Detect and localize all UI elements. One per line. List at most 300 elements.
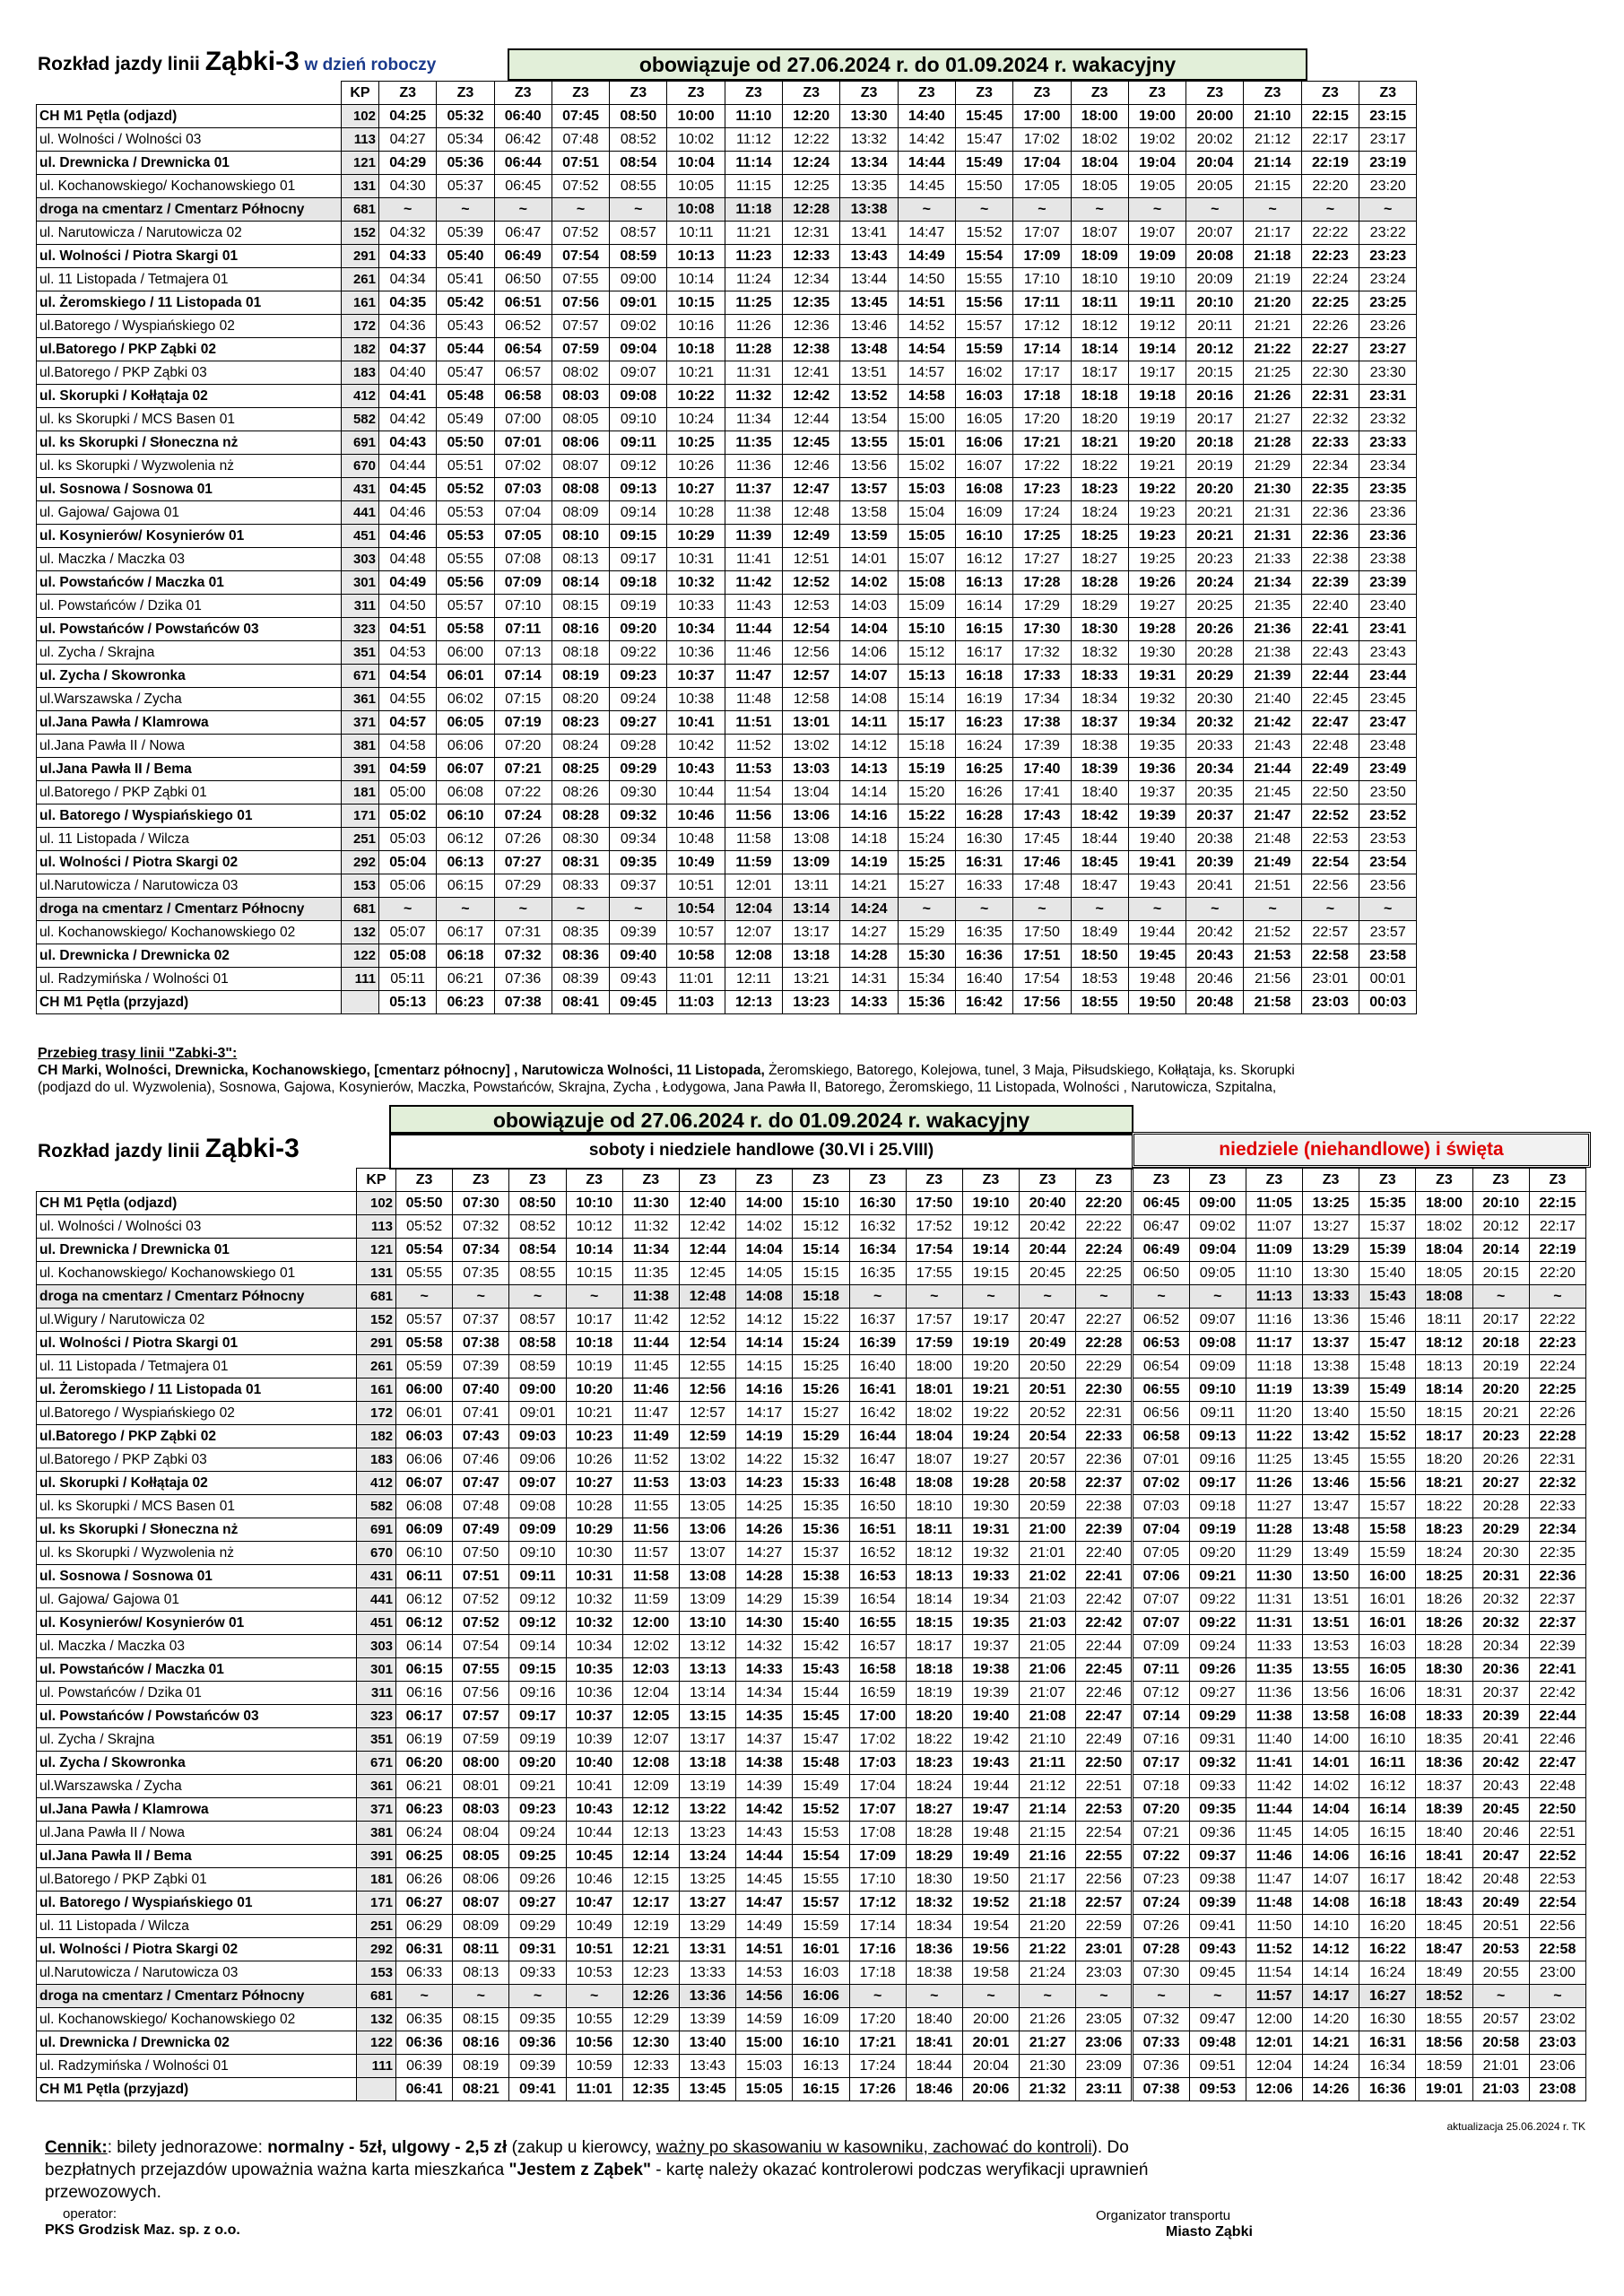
line-code-header: Z3 (509, 1169, 566, 1192)
departure-time: 11:14 (725, 152, 782, 175)
departure-time: 16:13 (793, 2055, 849, 2078)
departure-time: ~ (1128, 898, 1185, 921)
stop-name: ul. 11 Listopada / Tetmajera 01 (37, 268, 342, 291)
departure-time: 16:33 (955, 874, 1012, 898)
departure-time: 15:55 (793, 1868, 849, 1892)
stop-code: 251 (342, 828, 379, 851)
departure-time: ~ (962, 1985, 1019, 2008)
weekday-title-prefix: Rozkład jazdy linii (38, 54, 200, 74)
departure-time: 10:55 (566, 2008, 622, 2031)
departure-time: 18:12 (1416, 1332, 1472, 1355)
departure-time: 13:03 (679, 1472, 735, 1495)
departure-time: 14:07 (840, 665, 898, 688)
departure-time: 06:06 (437, 735, 494, 758)
departure-time: 22:24 (1301, 268, 1359, 291)
departure-time: 10:41 (667, 711, 725, 735)
departure-time: 11:48 (1246, 1892, 1302, 1915)
departure-time: 07:09 (1133, 1635, 1189, 1658)
departure-time: 05:11 (379, 968, 437, 991)
departure-time: 18:38 (1071, 735, 1128, 758)
departure-time: 22:55 (1076, 1845, 1133, 1868)
departure-time: 14:52 (898, 315, 955, 338)
departure-time: 18:32 (1071, 641, 1128, 665)
departure-time: 15:13 (898, 665, 955, 688)
departure-time: 16:36 (1359, 2078, 1416, 2101)
departure-time: 22:30 (1076, 1378, 1133, 1402)
departure-time: 22:22 (1301, 222, 1359, 245)
stop-code: 323 (342, 618, 379, 641)
departure-time: 23:48 (1359, 735, 1417, 758)
departure-time: 20:57 (1020, 1448, 1076, 1472)
departure-time: 20:23 (1472, 1425, 1529, 1448)
departure-time: 16:30 (849, 1192, 906, 1215)
departure-time: 23:57 (1359, 921, 1417, 944)
departure-time: 09:28 (610, 735, 667, 758)
departure-time: 15:10 (793, 1192, 849, 1215)
table-row (37, 291, 1417, 315)
departure-time: 16:54 (849, 1588, 906, 1612)
departure-time: 12:01 (725, 874, 782, 898)
departure-time: 19:38 (962, 1658, 1019, 1682)
departure-time: 07:33 (1133, 2031, 1189, 2055)
departure-time: 20:04 (962, 2055, 1019, 2078)
departure-time: 07:19 (494, 711, 551, 735)
departure-time: 09:35 (509, 2008, 566, 2031)
departure-time: 21:44 (1244, 758, 1301, 781)
departure-time: 17:12 (849, 1892, 906, 1915)
table-row (37, 408, 1417, 431)
departure-time: 15:26 (793, 1378, 849, 1402)
table-row (37, 1612, 1586, 1635)
departure-time: 12:13 (725, 991, 782, 1014)
departure-time: 23:36 (1359, 501, 1417, 525)
departure-time: 09:00 (610, 268, 667, 291)
departure-time: 07:43 (453, 1425, 509, 1448)
departure-time: 10:59 (566, 2055, 622, 2078)
departure-time: 21:12 (1020, 1775, 1076, 1798)
departure-time: 16:15 (793, 2078, 849, 2101)
departure-time: 21:30 (1244, 478, 1301, 501)
departure-time: 22:20 (1076, 1192, 1133, 1215)
departure-time: 17:56 (1013, 991, 1071, 1014)
departure-time: 09:07 (509, 1472, 566, 1495)
departure-time: 18:14 (1416, 1378, 1472, 1402)
departure-time: 20:19 (1186, 455, 1244, 478)
departure-time: 14:34 (736, 1682, 793, 1705)
stop-code: 291 (356, 1332, 395, 1355)
departure-time: 05:42 (437, 291, 494, 315)
stop-name: ul. Drewnicka / Drewnicka 02 (37, 2031, 357, 2055)
departure-time: 12:52 (679, 1309, 735, 1332)
departure-time: 20:08 (1186, 245, 1244, 268)
departure-time: 06:47 (1133, 1215, 1189, 1239)
departure-time: 13:08 (783, 828, 840, 851)
departure-time: 11:53 (622, 1472, 679, 1495)
departure-time: 16:09 (793, 2008, 849, 2031)
departure-time: 13:56 (840, 455, 898, 478)
departure-time: 06:29 (396, 1915, 453, 1938)
departure-time: 09:35 (610, 851, 667, 874)
price-text-6: przewozowych. (45, 2183, 161, 2202)
departure-time: 22:22 (1529, 1309, 1585, 1332)
departure-time: 04:58 (379, 735, 437, 758)
departure-time: 14:08 (840, 688, 898, 711)
stop-code: 261 (342, 268, 379, 291)
stop-code: 381 (342, 735, 379, 758)
departure-time: 18:49 (1416, 1961, 1472, 1985)
table-row (37, 2055, 1586, 2078)
departure-time: 14:00 (736, 1192, 793, 1215)
departure-time: 15:34 (898, 968, 955, 991)
departure-time: 18:02 (906, 1402, 962, 1425)
departure-time: 21:22 (1020, 1938, 1076, 1961)
departure-time: 15:47 (793, 1728, 849, 1752)
departure-time: 20:05 (1186, 175, 1244, 198)
departure-time: 13:12 (679, 1635, 735, 1658)
stop-code: 582 (342, 408, 379, 431)
departure-time: 08:52 (509, 1215, 566, 1239)
departure-time: 06:08 (437, 781, 494, 804)
stop-name: ul. Kochanowskiego/ Kochanowskiego 02 (37, 2008, 357, 2031)
departure-time: 21:03 (1472, 2078, 1529, 2101)
departure-time: 12:15 (622, 1868, 679, 1892)
departure-time: 13:01 (783, 711, 840, 735)
departure-time: 13:07 (679, 1542, 735, 1565)
departure-time: 09:17 (610, 548, 667, 571)
table-row (37, 525, 1417, 548)
table-row (37, 711, 1417, 735)
departure-time: 10:28 (667, 501, 725, 525)
departure-time: 15:49 (1359, 1378, 1416, 1402)
departure-time: 06:10 (396, 1542, 453, 1565)
departure-time: 23:43 (1359, 641, 1417, 665)
departure-time: 13:48 (1303, 1518, 1359, 1542)
stop-code: 691 (356, 1518, 395, 1542)
departure-time: 06:21 (396, 1775, 453, 1798)
departure-time: 07:49 (453, 1518, 509, 1542)
departure-time: 17:24 (1013, 501, 1071, 525)
table-row (37, 804, 1417, 828)
departure-time: 21:34 (1244, 571, 1301, 595)
departure-time: 06:47 (494, 222, 551, 245)
departure-time: ~ (955, 198, 1012, 222)
departure-time: 09:11 (509, 1565, 566, 1588)
departure-time: 06:07 (396, 1472, 453, 1495)
line-code-header: Z3 (725, 82, 782, 105)
departure-time: 18:15 (906, 1612, 962, 1635)
departure-time: 07:07 (1133, 1612, 1189, 1635)
departure-time: 16:02 (955, 361, 1012, 385)
departure-time: 16:15 (1359, 1822, 1416, 1845)
departure-time: 16:06 (793, 1985, 849, 2008)
departure-time: ~ (1529, 1285, 1585, 1309)
departure-time: 07:24 (494, 804, 551, 828)
departure-time: 20:55 (1472, 1961, 1529, 1985)
table-row (37, 1448, 1586, 1472)
departure-time: 04:36 (379, 315, 437, 338)
departure-time: 17:04 (1013, 152, 1071, 175)
departure-time: 16:34 (849, 1239, 906, 1262)
departure-time: 10:41 (566, 1775, 622, 1798)
departure-time: 10:05 (667, 175, 725, 198)
departure-time: 07:46 (453, 1448, 509, 1472)
departure-time: 15:59 (793, 1915, 849, 1938)
departure-time: 13:55 (840, 431, 898, 455)
departure-time: 05:59 (396, 1355, 453, 1378)
departure-time: 19:14 (1128, 338, 1185, 361)
departure-time: 06:53 (1133, 1332, 1189, 1355)
departure-time: 17:18 (1013, 385, 1071, 408)
departure-time: 07:36 (494, 968, 551, 991)
departure-time: 08:05 (453, 1845, 509, 1868)
departure-time: 22:35 (1529, 1542, 1585, 1565)
departure-time: 10:13 (667, 245, 725, 268)
departure-time: 20:48 (1472, 1868, 1529, 1892)
departure-time: 20:51 (1472, 1915, 1529, 1938)
departure-time: 15:54 (793, 1845, 849, 1868)
departure-time: 20:47 (1472, 1845, 1529, 1868)
departure-time: 15:29 (898, 921, 955, 944)
departure-time: 11:32 (622, 1215, 679, 1239)
line-code-header: Z3 (494, 82, 551, 105)
departure-time: 15:35 (1359, 1192, 1416, 1215)
departure-time: 10:27 (566, 1472, 622, 1495)
departure-time: 15:10 (898, 618, 955, 641)
departure-time: 13:25 (1303, 1192, 1359, 1215)
stop-name: ul. Zycha / Skrajna (37, 641, 342, 665)
departure-time: 20:11 (1186, 315, 1244, 338)
departure-time: 23:56 (1359, 874, 1417, 898)
departure-time: 19:22 (1128, 478, 1185, 501)
stop-name: ul.Batorego / PKP Ząbki 03 (37, 1448, 357, 1472)
departure-time: 21:10 (1244, 105, 1301, 128)
departure-time: 15:25 (898, 851, 955, 874)
departure-time: 11:53 (725, 758, 782, 781)
departure-time: ~ (1076, 1285, 1133, 1309)
departure-time: 18:14 (906, 1588, 962, 1612)
departure-time: 07:38 (1133, 2078, 1189, 2101)
departure-time: 10:04 (667, 152, 725, 175)
departure-time: 22:39 (1529, 1635, 1585, 1658)
stop-code: 132 (356, 2008, 395, 2031)
departure-time: 21:39 (1244, 665, 1301, 688)
departure-time: 12:17 (622, 1892, 679, 1915)
departure-time: 06:52 (1133, 1309, 1189, 1332)
departure-time: 21:00 (1020, 1518, 1076, 1542)
departure-time: 06:24 (396, 1822, 453, 1845)
table-row (37, 1658, 1586, 1682)
departure-time: 12:45 (679, 1262, 735, 1285)
departure-time: 18:47 (1071, 874, 1128, 898)
departure-time: 06:08 (396, 1495, 453, 1518)
departure-time: 10:14 (667, 268, 725, 291)
departure-time: 18:10 (1071, 268, 1128, 291)
line-code-header: Z3 (955, 82, 1012, 105)
departure-time: 09:10 (610, 408, 667, 431)
departure-time: ~ (379, 898, 437, 921)
departure-time: 16:06 (1359, 1682, 1416, 1705)
stop-name: ul. Gajowa/ Gajowa 01 (37, 501, 342, 525)
stop-code: 102 (342, 105, 379, 128)
stop-name: ul.Jana Pawła / Klamrowa (37, 711, 342, 735)
departure-time: 16:36 (955, 944, 1012, 968)
departure-time: 07:08 (494, 548, 551, 571)
departure-time: 06:57 (494, 361, 551, 385)
departure-time: ~ (551, 898, 609, 921)
departure-time: 16:01 (793, 1938, 849, 1961)
table-row (37, 361, 1417, 385)
departure-time: 14:02 (736, 1215, 793, 1239)
line-code-header: Z3 (1472, 1169, 1529, 1192)
departure-time: 14:39 (736, 1775, 793, 1798)
departure-time: 10:16 (667, 315, 725, 338)
departure-time: 18:49 (1071, 921, 1128, 944)
departure-time: 19:54 (962, 1915, 1019, 1938)
departure-time: 17:50 (1013, 921, 1071, 944)
stop-code: 292 (342, 851, 379, 874)
departure-time: 21:53 (1244, 944, 1301, 968)
departure-time: 09:09 (509, 1518, 566, 1542)
departure-time: 04:29 (379, 152, 437, 175)
line-code-header: Z3 (1076, 1169, 1133, 1192)
departure-time: 14:29 (736, 1588, 793, 1612)
departure-time: 09:30 (610, 781, 667, 804)
table-row (37, 665, 1417, 688)
table-row (37, 2078, 1586, 2101)
departure-time: 06:54 (1133, 1355, 1189, 1378)
price-text-2: (zakup u kierowcy, (507, 2138, 656, 2157)
departure-time: 07:56 (453, 1682, 509, 1705)
departure-time: 16:31 (1359, 2031, 1416, 2055)
departure-time: 11:38 (1246, 1705, 1302, 1728)
departure-time: ~ (1244, 198, 1301, 222)
stop-name: ul. ks Skorupki / Słoneczna nż (37, 1518, 357, 1542)
departure-time: 18:29 (1071, 595, 1128, 618)
departure-time: 20:28 (1472, 1495, 1529, 1518)
departure-time: 09:12 (509, 1588, 566, 1612)
departure-time: 04:46 (379, 501, 437, 525)
departure-time: 11:39 (725, 525, 782, 548)
departure-time: 12:52 (783, 571, 840, 595)
departure-time: 11:28 (1246, 1518, 1302, 1542)
departure-time: 16:22 (1359, 1938, 1416, 1961)
departure-time: 18:44 (906, 2055, 962, 2078)
departure-time: 08:59 (610, 245, 667, 268)
departure-time: 06:15 (396, 1658, 453, 1682)
departure-time: 19:40 (962, 1705, 1019, 1728)
departure-time: 09:18 (610, 571, 667, 595)
departure-time: 06:01 (437, 665, 494, 688)
departure-time: 12:33 (622, 2055, 679, 2078)
departure-time: 21:01 (1472, 2055, 1529, 2078)
departure-time: 06:11 (396, 1565, 453, 1588)
departure-time: 09:07 (610, 361, 667, 385)
departure-time: 22:46 (1076, 1682, 1133, 1705)
stop-code: 152 (342, 222, 379, 245)
operator-name: PKS Grodzisk Maz. sp. z o.o. (45, 2222, 240, 2238)
departure-time: 12:47 (783, 478, 840, 501)
stop-name: ul. 11 Listopada / Tetmajera 01 (37, 1355, 357, 1378)
departure-time: 19:39 (962, 1682, 1019, 1705)
departure-time: 11:01 (566, 2078, 622, 2101)
departure-time: 10:12 (566, 1215, 622, 1239)
departure-time: 14:17 (736, 1402, 793, 1425)
departure-time: 12:12 (622, 1798, 679, 1822)
departure-time: 18:56 (1416, 2031, 1472, 2055)
header-blank (37, 82, 342, 105)
departure-time: 17:17 (1013, 361, 1071, 385)
departure-time: 18:33 (1416, 1705, 1472, 1728)
departure-time: 06:21 (437, 968, 494, 991)
departure-time: 21:11 (1020, 1752, 1076, 1775)
departure-time: 19:30 (962, 1495, 1019, 1518)
departure-time: 22:19 (1301, 152, 1359, 175)
departure-time: 11:31 (1246, 1612, 1302, 1635)
departure-time: 10:46 (667, 804, 725, 828)
departure-time: 14:54 (898, 338, 955, 361)
table-row (37, 2031, 1586, 2055)
departure-time: 13:57 (840, 478, 898, 501)
stop-code: 431 (356, 1565, 395, 1588)
departure-time: 14:50 (898, 268, 955, 291)
departure-time: 14:56 (736, 1985, 793, 2008)
departure-time: 18:39 (1071, 758, 1128, 781)
departure-time: 19:26 (1128, 571, 1185, 595)
departure-time: 11:55 (622, 1495, 679, 1518)
departure-time: 17:03 (849, 1752, 906, 1775)
departure-time: 18:11 (1416, 1309, 1472, 1332)
departure-time: 14:31 (840, 968, 898, 991)
departure-time: 11:21 (725, 222, 782, 245)
departure-time: 09:02 (1189, 1215, 1246, 1239)
departure-time: 14:43 (736, 1822, 793, 1845)
stop-name: ul. Żeromskiego / 11 Listopada 01 (37, 291, 342, 315)
departure-time: 05:48 (437, 385, 494, 408)
stop-name: ul.Batorego / PKP Ząbki 02 (37, 338, 342, 361)
table-row (37, 828, 1417, 851)
stop-code: 153 (342, 874, 379, 898)
stop-code: 161 (342, 291, 379, 315)
departure-time: 18:28 (1416, 1635, 1472, 1658)
departure-time: 21:17 (1244, 222, 1301, 245)
table-row (37, 688, 1417, 711)
departure-time: 09:34 (610, 828, 667, 851)
departure-time: 11:47 (622, 1402, 679, 1425)
departure-time: 17:04 (849, 1775, 906, 1798)
departure-time: 18:13 (1416, 1355, 1472, 1378)
departure-time: 18:05 (1416, 1262, 1472, 1285)
line-code-header: Z3 (667, 82, 725, 105)
departure-time: 06:00 (396, 1378, 453, 1402)
departure-time: 09:24 (1189, 1635, 1246, 1658)
departure-time: 08:08 (551, 478, 609, 501)
departure-time: 22:23 (1301, 245, 1359, 268)
stop-code: 113 (342, 128, 379, 152)
table-row (37, 1518, 1586, 1542)
organizer-label: Organizator transportu (1096, 2208, 1231, 2223)
departure-time: 21:49 (1244, 851, 1301, 874)
departure-time: 17:52 (906, 1215, 962, 1239)
departure-time: 10:54 (667, 898, 725, 921)
stop-name: ul. Wolności / Piotra Skargi 02 (37, 851, 342, 874)
table-row (37, 1495, 1586, 1518)
stop-code: 131 (342, 175, 379, 198)
departure-time: 11:28 (725, 338, 782, 361)
stop-code: 181 (356, 1868, 395, 1892)
stop-code: 681 (356, 1285, 395, 1309)
departure-time: 19:20 (962, 1355, 1019, 1378)
departure-time: ~ (898, 898, 955, 921)
